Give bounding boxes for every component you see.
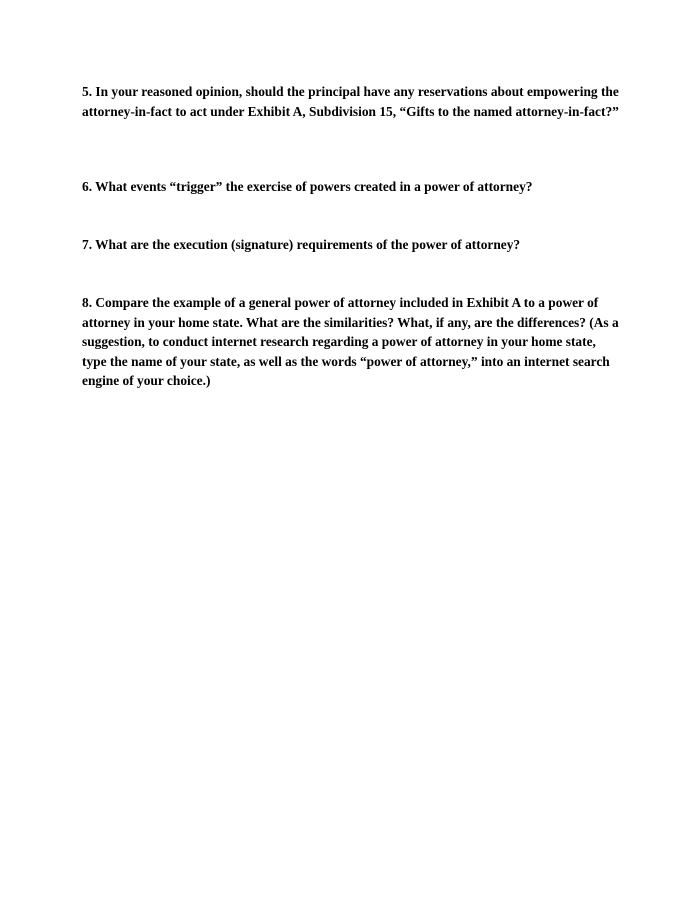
question-8: 8. Compare the example of a general power of attorney included in Exhibit A to a power of attorney in your home state. What are the similarities? What, if any, are the differences? (As a suggestion, to conduct internet research regarding a power of attorney in your home state, type the name of your state, as well as the words “power of attorney,” into an internet search engine of your choice.)	[82, 295, 619, 388]
question-7: 7. What are the execution (signature) requirements of the power of attorney?	[82, 237, 521, 252]
question-5: 5. In your reasoned opinion, should the principal have any reservations about empowering the attorney-in-fact to act under Exhibit A, Subdivision 15, “Gifts to the named attorney-in-fact?”	[82, 84, 619, 119]
question-6: 6. What events “trigger” the exercise of powers created in a power of attorney?	[82, 179, 533, 194]
